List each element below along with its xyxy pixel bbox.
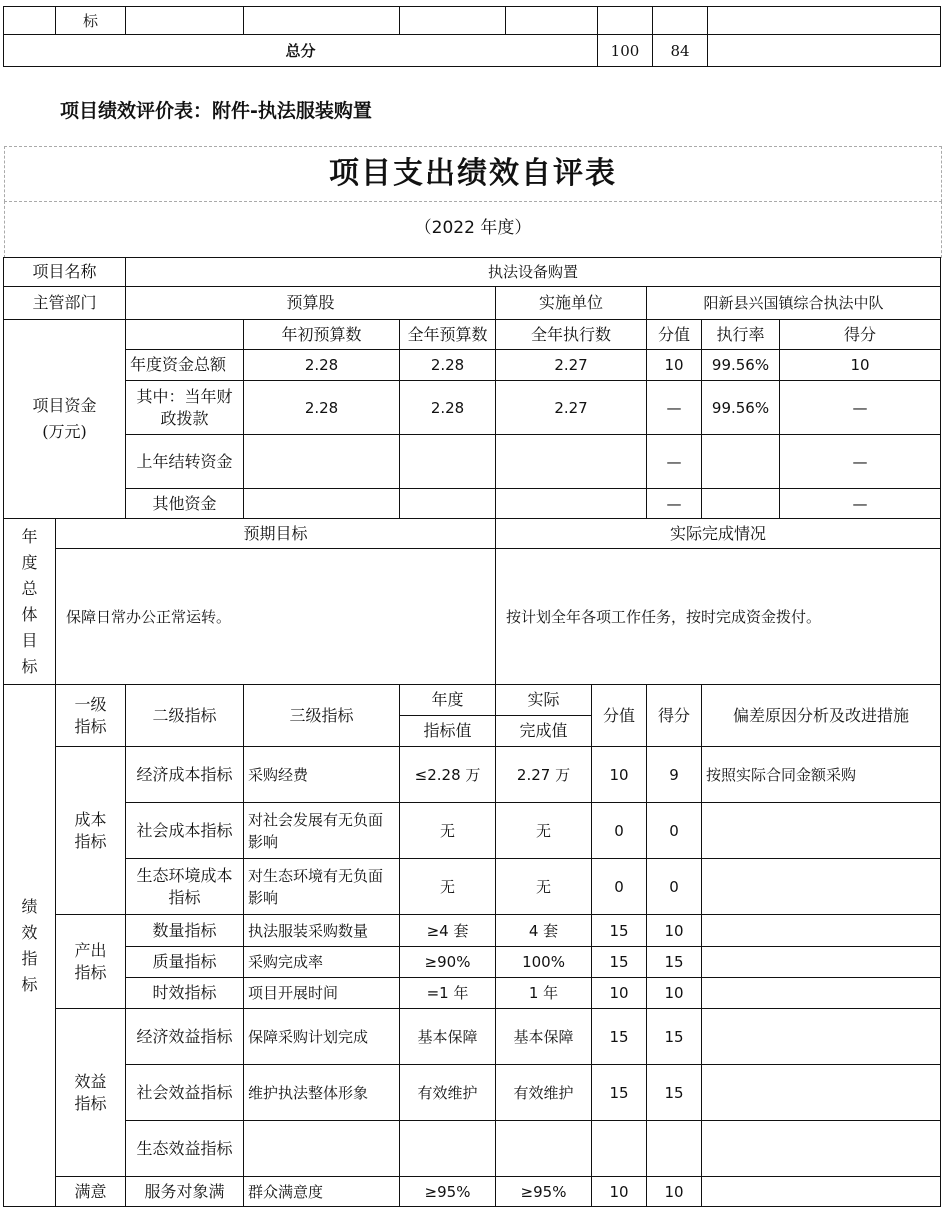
weight: 10 (592, 1177, 647, 1207)
actual-header-top: 实际 (496, 685, 592, 716)
actual: 2.27 万 (496, 747, 592, 803)
fund-row-name: 年度资金总额 (126, 350, 244, 381)
project-name: 执法设备购置 (126, 258, 941, 287)
fund-score: — (780, 435, 941, 489)
funds-header: 全年预算数 (400, 320, 496, 350)
level3: 采购完成率 (244, 947, 400, 978)
note (702, 947, 941, 978)
level3: 群众满意度 (244, 1177, 400, 1207)
score: 10 (647, 1177, 702, 1207)
target: ≤2.28 万 (400, 747, 496, 803)
actual (496, 1121, 592, 1177)
fund-score: 10 (780, 350, 941, 381)
fund-initial: 2.28 (244, 381, 400, 435)
fund-rate: 99.56% (702, 381, 780, 435)
actual: 有效维护 (496, 1065, 592, 1121)
fund-executed (496, 435, 647, 489)
previous-table-fragment (3, 6, 941, 67)
target-header-top: 年度 (400, 685, 496, 716)
weight: 15 (592, 947, 647, 978)
funds-header: 全年执行数 (496, 320, 647, 350)
fund-row-name: 其中：当年财政拨款 (126, 381, 244, 435)
note (702, 978, 941, 1009)
group-name: 成本 指标 (56, 747, 126, 915)
level2: 生态环境成本指标 (126, 859, 244, 915)
score: 0 (647, 803, 702, 859)
level3-header: 三级指标 (244, 685, 400, 747)
note (702, 1065, 941, 1121)
fund-executed (496, 489, 647, 519)
note: 按照实际合同金额采购 (702, 747, 941, 803)
level2: 时效指标 (126, 978, 244, 1009)
target: 无 (400, 859, 496, 915)
target: 无 (400, 803, 496, 859)
row-label: 标 (56, 7, 126, 35)
note (702, 859, 941, 915)
weight: 15 (592, 1009, 647, 1065)
group-name: 产出 指标 (56, 915, 126, 1009)
form-title: 项目支出绩效自评表 (4, 146, 942, 202)
fund-annual (400, 489, 496, 519)
funds-header: 得分 (780, 320, 941, 350)
project-name-label: 项目名称 (4, 258, 126, 287)
impl-label: 实施单位 (496, 287, 647, 320)
target: ≥90% (400, 947, 496, 978)
fund-rate (702, 489, 780, 519)
note (702, 803, 941, 859)
fund-weight: — (647, 381, 702, 435)
level3: 对社会发展有无负面影响 (244, 803, 400, 859)
fund-initial (244, 435, 400, 489)
expected-goal: 保障日常办公正常运转。 (56, 549, 496, 685)
fund-annual (400, 435, 496, 489)
weight: 10 (592, 978, 647, 1009)
actual-goal-label: 实际完成情况 (496, 519, 941, 549)
funds-header: 执行率 (702, 320, 780, 350)
section-heading: 项目绩效评价表：附件-执法服装购置 (60, 100, 372, 122)
dept: 预算股 (126, 287, 496, 320)
actual: 无 (496, 803, 592, 859)
level3: 对生态环境有无负面影响 (244, 859, 400, 915)
score: 10 (647, 915, 702, 947)
level1-header: 一级 指标 (56, 685, 126, 747)
level2: 社会成本指标 (126, 803, 244, 859)
analysis-header: 偏差原因分析及改进措施 (702, 685, 941, 747)
fund-weight: 10 (647, 350, 702, 381)
level2: 生态效益指标 (126, 1121, 244, 1177)
score: 9 (647, 747, 702, 803)
target: =1 年 (400, 978, 496, 1009)
actual: 100% (496, 947, 592, 978)
level3 (244, 1121, 400, 1177)
level2: 质量指标 (126, 947, 244, 978)
target-header-bottom: 指标值 (400, 716, 496, 747)
fund-annual: 2.28 (400, 381, 496, 435)
note (702, 1177, 941, 1207)
target: ≥95% (400, 1177, 496, 1207)
fund-row-name: 上年结转资金 (126, 435, 244, 489)
goals-label: 年 度 总 体 目 标 (4, 519, 56, 685)
score: 15 (647, 1065, 702, 1121)
expected-goal-label: 预期目标 (56, 519, 496, 549)
target: ≥4 套 (400, 915, 496, 947)
group-name: 效益 指标 (56, 1009, 126, 1177)
fund-initial: 2.28 (244, 350, 400, 381)
weight: 0 (592, 859, 647, 915)
impl-unit: 阳新县兴国镇综合执法中队 (647, 287, 941, 320)
actual: 1 年 (496, 978, 592, 1009)
fund-executed: 2.27 (496, 350, 647, 381)
funds-header: 年初预算数 (244, 320, 400, 350)
score: 15 (647, 947, 702, 978)
level3: 采购经费 (244, 747, 400, 803)
fund-annual: 2.28 (400, 350, 496, 381)
funds-header: 分值 (647, 320, 702, 350)
fund-rate (702, 435, 780, 489)
weight: 0 (592, 803, 647, 859)
weight-header: 分值 (592, 685, 647, 747)
target: 有效维护 (400, 1065, 496, 1121)
note (702, 915, 941, 947)
target (400, 1121, 496, 1177)
actual: 基本保障 (496, 1009, 592, 1065)
weight: 10 (592, 747, 647, 803)
actual-goal: 按计划全年各项工作任务，按时完成资金拨付。 (496, 549, 941, 685)
level2: 社会效益指标 (126, 1065, 244, 1121)
score: 10 (647, 978, 702, 1009)
performance-table (3, 257, 941, 1207)
level2: 服务对象满 (126, 1177, 244, 1207)
actual: 无 (496, 859, 592, 915)
level2-header: 二级指标 (126, 685, 244, 747)
group-name: 满意 (56, 1177, 126, 1207)
score: 15 (647, 1009, 702, 1065)
level2: 经济成本指标 (126, 747, 244, 803)
actual-header-bottom: 完成值 (496, 716, 592, 747)
total-label: 总分 (4, 35, 598, 67)
weight: 15 (592, 915, 647, 947)
weight: 15 (592, 1065, 647, 1121)
dept-label: 主管部门 (4, 287, 126, 320)
fund-rate: 99.56% (702, 350, 780, 381)
score (647, 1121, 702, 1177)
note (702, 1009, 941, 1065)
level3: 维护执法整体形象 (244, 1065, 400, 1121)
actual: ≥95% (496, 1177, 592, 1207)
weight (592, 1121, 647, 1177)
fund-row-name: 其他资金 (126, 489, 244, 519)
actual: 4 套 (496, 915, 592, 947)
score: 0 (647, 859, 702, 915)
fund-executed: 2.27 (496, 381, 647, 435)
funds-label: 项目资金 (万元) (4, 320, 126, 519)
score-header: 得分 (647, 685, 702, 747)
target: 基本保障 (400, 1009, 496, 1065)
level2: 经济效益指标 (126, 1009, 244, 1065)
fund-weight: — (647, 435, 702, 489)
fund-score: — (780, 381, 941, 435)
level3: 执法服装采购数量 (244, 915, 400, 947)
indicators-label: 绩 效 指 标 (4, 685, 56, 1207)
level3: 保障采购计划完成 (244, 1009, 400, 1065)
fund-score: — (780, 489, 941, 519)
fund-weight: — (647, 489, 702, 519)
note (702, 1121, 941, 1177)
level3: 项目开展时间 (244, 978, 400, 1009)
level2: 数量指标 (126, 915, 244, 947)
fund-initial (244, 489, 400, 519)
total-score: 84 (653, 35, 708, 67)
form-year: （2022 年度） (4, 201, 942, 258)
total-full-score: 100 (598, 35, 653, 67)
